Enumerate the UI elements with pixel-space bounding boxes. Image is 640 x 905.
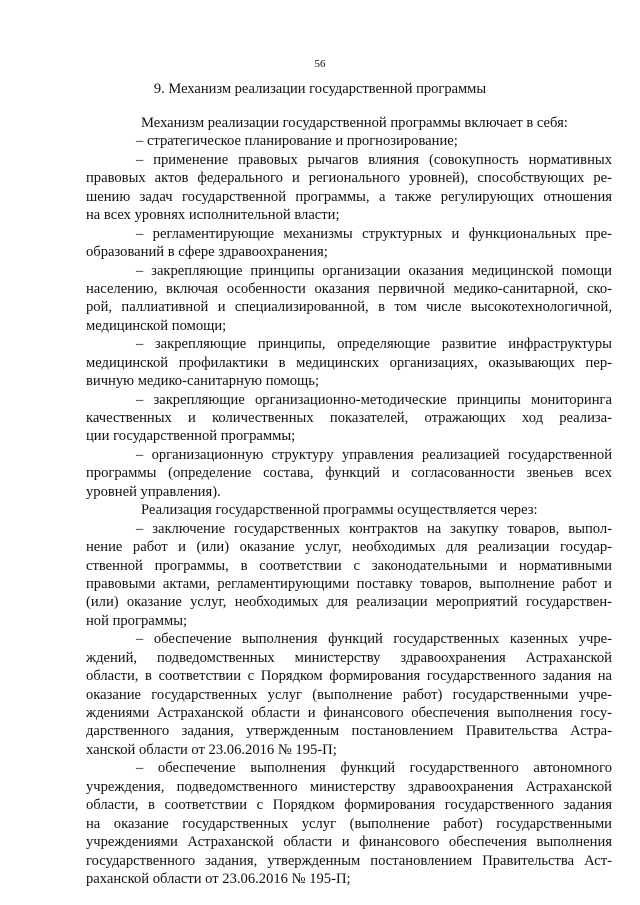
text-line: уровней управления). xyxy=(86,483,221,500)
text-line: ственной программы, в соответствии с законодательными и нормативными xyxy=(86,557,612,574)
text-line: ждениями Астраханской области и финансового обеспечения выполнения госу- xyxy=(86,705,612,721)
text-line: государственного задания, утвержденным постановлением Правительства Аст- xyxy=(86,852,612,869)
text-line: рой, паллиативной и специализированной, в том числе высокотехнологичной, xyxy=(86,299,612,316)
text-line: вичную медико-санитарную помощь; xyxy=(86,373,320,390)
text-line: правовых актов федерального и регионального уровней), способствующих ре- xyxy=(86,170,612,187)
text-line: ции государственной программы; xyxy=(86,428,296,445)
text-line: ной программы; xyxy=(86,612,188,629)
section-heading: 9. Механизм реализации государственной программы xyxy=(153,81,487,97)
text-line: области, в соответствии с Порядком формирования государственного задания на xyxy=(86,668,612,685)
text-line: области, в соответствии с Порядком формирования государственного задания xyxy=(86,797,612,814)
text-line: программы (определение состава, функций и согласованности звеньев всех xyxy=(86,465,612,482)
text-line: – закрепляющие принципы организации оказания медицинской помощи xyxy=(136,262,612,279)
text-line: на всех уровнях исполнительной власти; xyxy=(86,207,340,224)
text-line: – организационную структуру управления реализацией государственной xyxy=(136,446,612,463)
text-line: – стратегическое планирование и прогнозирование; xyxy=(136,133,458,150)
text-line: на оказание государственных услуг (выполнение работ) государственными xyxy=(86,815,612,832)
text-line: раханской области от 23.06.2016 № 195-П; xyxy=(86,870,351,887)
text-line: – регламентирующие механизмы структурных и функциональных пре- xyxy=(136,225,612,242)
text-line: учреждениями Астраханской области и финансового обеспечения выполнения xyxy=(86,834,612,851)
text-line: образований в сфере здравоохранения; xyxy=(86,244,328,261)
text-line: учреждения, подведомственного министерству здравоохранения Астраханской xyxy=(86,778,612,795)
text-line: – обеспечение выполнения функций государственного автономного xyxy=(136,760,612,777)
text-line: медицинской профилактики в медицинских организациях, оказывающих пер- xyxy=(86,354,612,371)
text-line: – заключение государственных контрактов на закупку товаров, выпол- xyxy=(136,520,612,537)
page-number: 56 xyxy=(314,58,326,70)
text-line: ханской области от 23.06.2016 № 195-П; xyxy=(86,741,337,758)
text-line: медицинской помощи; xyxy=(86,317,227,334)
text-line: Реализация государственной программы осуществляется через: xyxy=(141,502,538,519)
text-line: дарственного задания, утвержденным постановлением Правительства Астра- xyxy=(86,723,612,740)
text-line: – применение правовых рычагов влияния (совокупность нормативных xyxy=(136,151,612,168)
text-line: качественных и количественных показателей, отражающих ход реализа- xyxy=(86,410,612,426)
text-line: нение работ и (или) оказание услуг, необходимых для реализации государ- xyxy=(86,539,612,556)
text-line: правовыми актами, регламентирующими поставку товаров, выполнение работ и xyxy=(86,575,612,592)
text-line: – закрепляющие организационно-методические принципы мониторинга xyxy=(136,391,612,408)
text-line: ждений, подведомственных министерству здравоохранения Астраханской xyxy=(86,649,612,666)
body-text xyxy=(86,114,612,888)
text-line: шению задач государственной программы, а также регулирующих отношения xyxy=(86,188,612,205)
text-line: оказание государственных услуг (выполнение работ) государственными учре- xyxy=(86,686,612,703)
text-line: Механизм реализации государственной программы включает в себя: xyxy=(141,115,568,131)
text-line: – закрепляющие принципы, определяющие развитие инфраструктуры xyxy=(136,336,612,353)
text-line: – обеспечение выполнения функций государственных казенных учре- xyxy=(136,631,612,648)
text-line: (или) оказание услуг, необходимых для реализации мероприятий государствен- xyxy=(86,594,612,611)
text-line: населению, включая особенности оказания первичной медико-санитарной, ско- xyxy=(86,280,612,297)
